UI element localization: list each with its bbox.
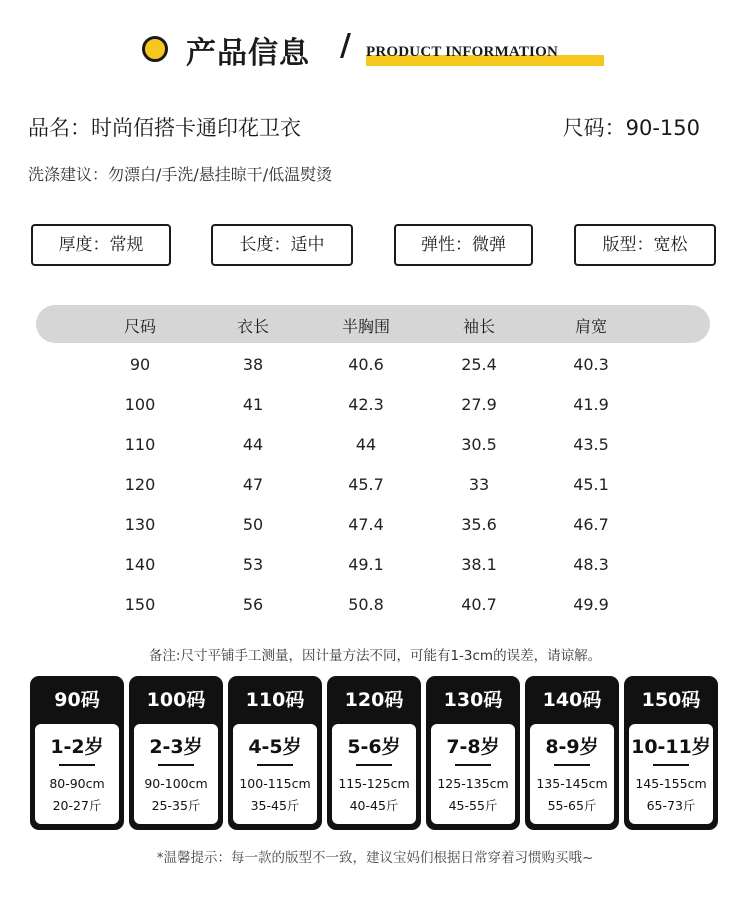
table-cell: 46.7 [573, 515, 609, 534]
table-row [36, 423, 710, 463]
divider [257, 764, 293, 766]
wash-instructions: 洗涤建议：勿漂白/手洗/悬挂晾干/低温熨烫 [28, 165, 333, 184]
product-name: 品名：时尚佰搭卡通印花卫衣 [28, 116, 301, 140]
size-card-weight: 40-45斤 [349, 798, 399, 813]
size-card-weight: 65-73斤 [646, 798, 696, 813]
table-cell: 45.7 [348, 475, 384, 494]
purchase-tip: *温馨提示：每一款的版型不一致，建议宝妈们根据日常穿着习惯购买哦~ [156, 850, 594, 866]
table-cell: 35.6 [461, 515, 497, 534]
table-cell: 49.1 [348, 555, 384, 574]
size-card-weight: 55-65斤 [547, 798, 597, 813]
divider [554, 764, 590, 766]
table-cell: 48.3 [573, 555, 609, 574]
table-cell: 150 [124, 595, 156, 614]
table-row [36, 543, 710, 583]
attribute-tag-fit: 版型：宽松 [574, 224, 716, 266]
size-card-body [332, 724, 416, 824]
size-card-height: 145-155cm [635, 776, 707, 791]
table-cell: 42.3 [348, 395, 384, 414]
title-separator: / [340, 28, 351, 63]
size-card-body [35, 724, 119, 824]
size-card-height: 135-145cm [536, 776, 608, 791]
table-cell: 38.1 [461, 555, 497, 574]
table-row [36, 343, 710, 383]
size-card-title: 90码 [54, 689, 100, 711]
table-cell: 120 [124, 475, 156, 494]
attribute-tag-length: 长度：适中 [211, 224, 353, 266]
table-row [36, 463, 710, 503]
size-card-age: 7-8岁 [446, 736, 500, 758]
size-card-title: 140码 [542, 689, 602, 711]
size-card-body [629, 724, 713, 824]
product-info-row [28, 112, 722, 142]
product-size-range: 尺码：90-150 [562, 116, 700, 140]
table-cell: 33 [468, 475, 490, 494]
column-header-shoulder: 肩宽 [574, 317, 607, 336]
table-row [36, 383, 710, 423]
size-card-body [233, 724, 317, 824]
bullet-dot-icon [142, 36, 168, 62]
size-card [228, 676, 322, 830]
table-cell: 30.5 [461, 435, 497, 454]
divider [59, 764, 95, 766]
section-subtitle [366, 44, 558, 66]
table-cell: 25.4 [461, 355, 497, 374]
divider [653, 764, 689, 766]
size-card-title: 100码 [146, 689, 206, 711]
table-cell: 130 [124, 515, 156, 534]
column-header-length: 衣长 [236, 317, 269, 336]
divider [158, 764, 194, 766]
table-cell: 50 [242, 515, 264, 534]
size-card-title: 120码 [344, 689, 404, 711]
size-card-height: 80-90cm [49, 776, 105, 791]
attribute-tags [31, 224, 719, 268]
table-cell: 50.8 [348, 595, 384, 614]
table-cell: 56 [242, 595, 264, 614]
table-cell: 44 [355, 435, 377, 454]
table-cell: 140 [124, 555, 156, 574]
size-card [525, 676, 619, 830]
size-card-age: 5-6岁 [347, 736, 401, 758]
size-card [426, 676, 520, 830]
attribute-tag-thickness: 厚度：常规 [31, 224, 171, 266]
table-cell: 47 [242, 475, 264, 494]
table-cell: 44 [242, 435, 264, 454]
size-card-age: 8-9岁 [545, 736, 599, 758]
table-row [36, 503, 710, 543]
section-title: 产品信息 [186, 36, 310, 71]
size-card-title: 150码 [641, 689, 701, 711]
size-card-title: 130码 [443, 689, 503, 711]
size-card-weight: 45-55斤 [448, 798, 498, 813]
size-table [36, 305, 710, 623]
column-header-size: 尺码 [123, 317, 156, 336]
size-card [30, 676, 124, 830]
table-cell: 43.5 [573, 435, 609, 454]
table-cell: 41 [242, 395, 264, 414]
size-card-age: 4-5岁 [248, 736, 302, 758]
size-card [624, 676, 718, 830]
table-header [36, 305, 710, 343]
table-cell: 40.7 [461, 595, 497, 614]
size-card-body [134, 724, 218, 824]
table-cell: 53 [242, 555, 264, 574]
table-cell: 38 [242, 355, 264, 374]
table-cell: 40.3 [573, 355, 609, 374]
table-cell: 40.6 [348, 355, 384, 374]
size-card-height: 90-100cm [144, 776, 208, 791]
table-cell: 49.9 [573, 595, 609, 614]
size-card-body [530, 724, 614, 824]
size-card-age: 2-3岁 [149, 736, 203, 758]
table-cell: 27.9 [461, 395, 497, 414]
size-card-body [431, 724, 515, 824]
table-cell: 45.1 [573, 475, 609, 494]
table-cell: 100 [124, 395, 156, 414]
table-cell: 90 [129, 355, 151, 374]
column-header-chest: 半胸围 [341, 317, 390, 336]
column-header-sleeve: 袖长 [462, 317, 495, 336]
size-card-weight: 35-45斤 [250, 798, 300, 813]
size-card-weight: 20-27斤 [52, 798, 102, 813]
size-card-title: 110码 [245, 689, 305, 711]
table-cell: 110 [124, 435, 156, 454]
size-card-age: 1-2岁 [50, 736, 104, 758]
divider [455, 764, 491, 766]
divider [356, 764, 392, 766]
size-card-height: 125-135cm [437, 776, 509, 791]
size-card-weight: 25-35斤 [151, 798, 201, 813]
size-card [129, 676, 223, 830]
section-subtitle-text: PRODUCT INFORMATION [366, 44, 558, 60]
table-row [36, 583, 710, 623]
table-cell: 41.9 [573, 395, 609, 414]
table-cell: 47.4 [348, 515, 384, 534]
size-card-age: 10-11岁 [631, 736, 711, 758]
size-guide-cards [30, 676, 720, 832]
size-card-height: 100-115cm [239, 776, 311, 791]
section-header [0, 26, 750, 76]
measurement-note: 备注:尺寸平铺手工测量，因计量方法不同，可能有1-3cm的误差，请谅解。 [148, 648, 602, 664]
size-card-height: 115-125cm [338, 776, 410, 791]
size-card [327, 676, 421, 830]
attribute-tag-elasticity: 弹性：微弹 [394, 224, 533, 266]
